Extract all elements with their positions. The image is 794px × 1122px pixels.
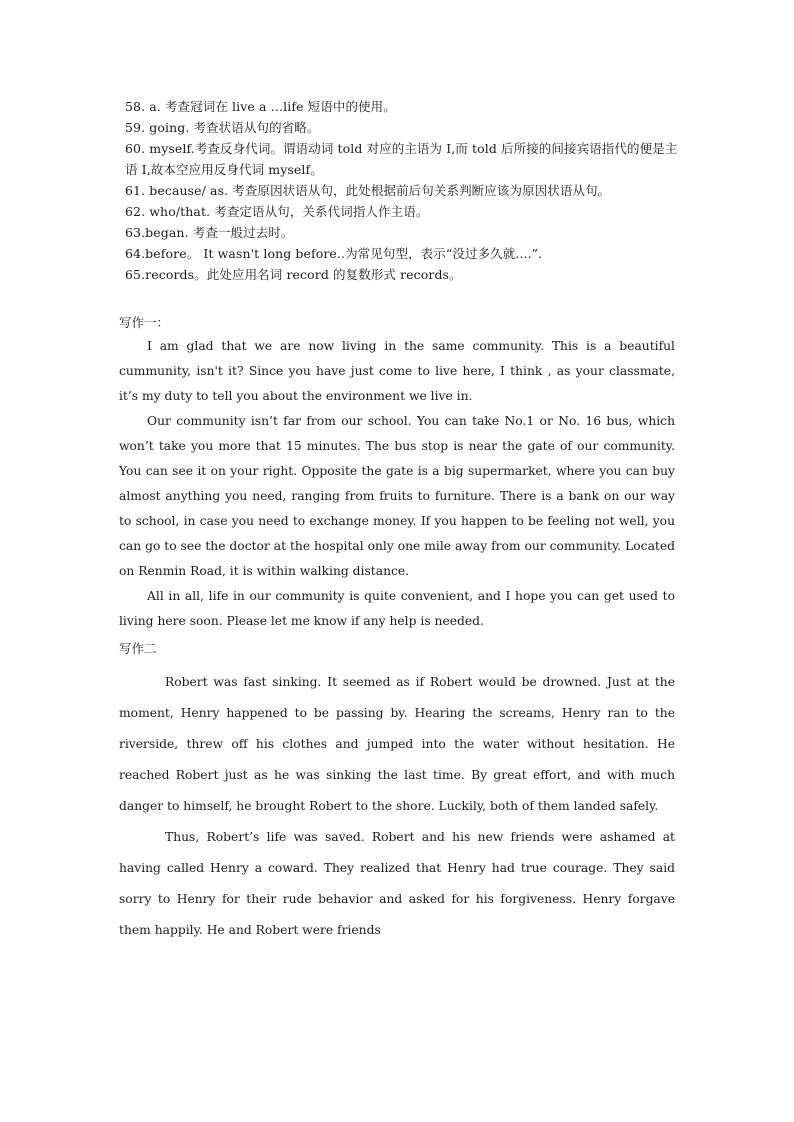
writing-one-paragraph-3: All in all, life in our community is quite convenient, and I hope you can get used to living here soon. Please let me know if any help is needed. <box>119 589 675 628</box>
answer-item-60: 60. myself.考查反身代词。谓语动词 told 对应的主语为 I,而 told 后所接的间接宾语指代的便是主语 I,故本空应用反身代词 myself。 <box>125 141 678 177</box>
answer-key-list <box>119 96 679 285</box>
writing-two-heading: 写作二 <box>119 641 157 656</box>
writing-one-heading: 写作一： <box>119 315 170 330</box>
answer-item-59: 59. going. 考查状语从句的省略。 <box>125 120 320 135</box>
answer-item-65: 65.records。此处应用名词 record 的复数形式 records。 <box>125 267 462 282</box>
writing-one-section <box>119 312 675 634</box>
writing-two-paragraph-1: Robert was fast sinking. It seemed as if Robert would be drowned. Just at the moment, Henry happened to be passing by. Hearing the screams, Henry ran to the riverside, threw off his clothes and jumped into the water without hesitation. He reached Robert just as he was sinking the last time. By great effort, and with much danger to himself, he brought Robert to the shore. Luckily, both of them landed safely. <box>119 675 675 813</box>
writing-one-paragraph-1: I am glad that we are now living in the same community. This is a beautiful cummunity, isn't it? Since you have just come to live here, I think , as your classmate, it’s my duty to tell you about the environment we live in. <box>119 339 675 403</box>
writing-two-section <box>119 667 675 946</box>
answer-item-58: 58. a. 考查冠词在 live a …life 短语中的使用。 <box>125 99 396 114</box>
answer-item-61: 61. because/ as. 考查原因状语从句，此处根据前后句关系判断应该为原因状语从句。 <box>125 183 611 198</box>
writing-two-paragraph-2: Thus, Robert’s life was saved. Robert and his new friends were ashamed at having called Henry a coward. They realized that Henry had true courage. They said sorry to Henry for their rude behavior and asked for his forgiveness. Henry forgave them happily. He and Robert were friends <box>119 830 675 937</box>
answer-item-63: 63.began. 考查一般过去时。 <box>125 225 294 240</box>
writing-one-paragraph-2: Our community isn’t far from our school. You can take No.1 or No. 16 bus, which won’t take you more that 15 minutes. The bus stop is near the gate of our community. You can see it on your right. Opposite the gate is a big supermarket, where you can buy almost anything you need, ranging from fruits to furniture. There is a bank on our way to school, in case you need to exchange money. If you happen to be feeling not well, you can go to see the doctor at the hospital only one mile away from our community. Located on Renmin Road, it is within walking distance. <box>119 414 675 578</box>
answer-item-64: 64.before。 It wasn't long before..为常见句型，表示“没过多久就....”. <box>125 246 543 261</box>
answer-item-62: 62. who/that. 考查定语从句，关系代词指人作主语。 <box>125 204 429 219</box>
